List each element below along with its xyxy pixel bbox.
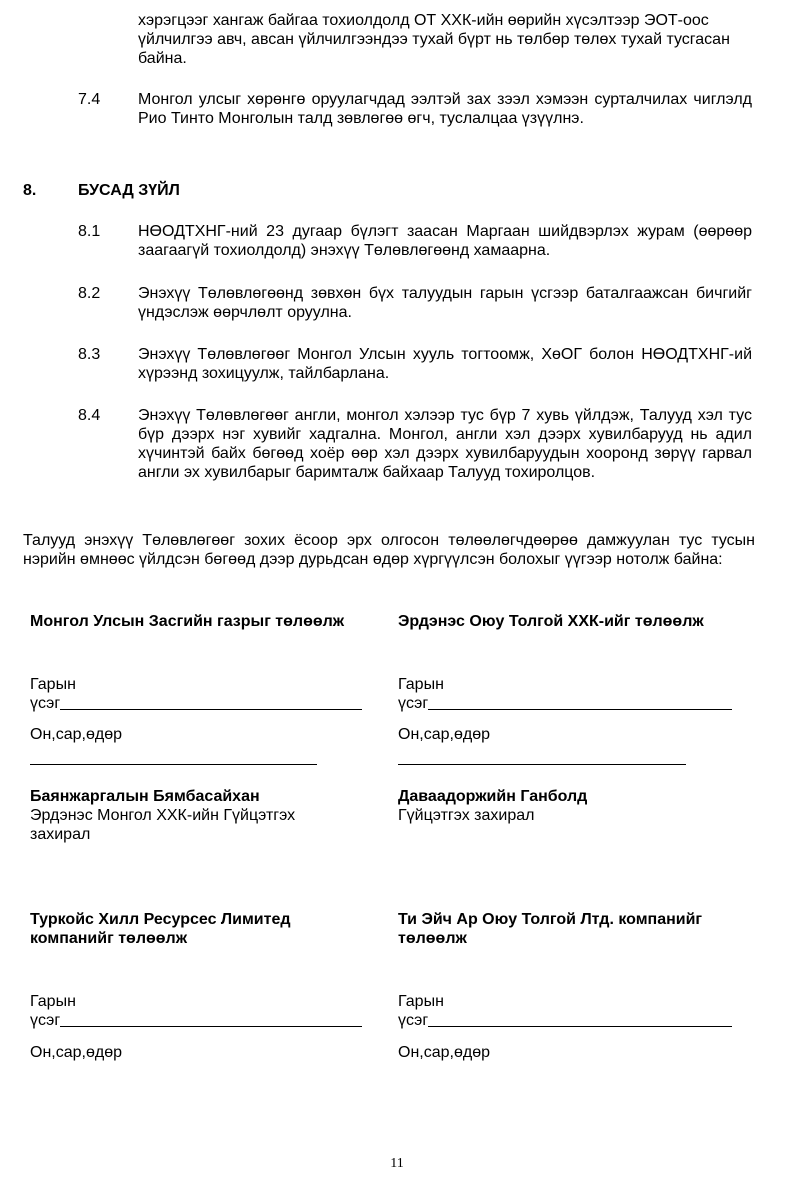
date-line [30,764,317,765]
date-label: Он,сар,өдөр [30,1044,122,1061]
signatory-left [30,787,390,844]
signature-block-thr-oyu-tolgoi [398,910,758,948]
clause-text: Энэхүү Төлөвлөгөөнд зөвхөн бүх талуудын гарын үсгээр баталгаажсан бичгийг үндэслэж өөрчлөлт оруулна. [138,285,752,321]
date-label: Он,сар,өдөр [398,726,490,743]
signature-label: Гарын [30,993,76,1010]
signature-line [60,709,362,710]
party-name: Монгол Улсын Засгийн газрыг төлөөлж [30,613,345,630]
signature-label: үсэг [30,695,61,712]
clause-text: Энэхүү Төлөвлөгөөг Монгол Улсын хууль тогтоомж, ХөОГ болон НӨОДТХНГ-ий хүрээнд зохицуулж, тайлбарлана. [138,346,752,382]
clause-number: 8.3 [78,346,101,363]
date-field [30,725,390,765]
signature-block-government [30,612,390,631]
clause-text: Энэхүү Төлөвлөгөөг англи, монгол хэлээр тус бүр 7 хувь үйлдэж, Талууд хэл тус бүр дээрх нэг хувийг хадгална. Монгол, англи хэл дээрх хувилбарууд нь адил хүчинтэй байх бөгөөд хоёр өөр хэл дээрх хувилбаруудын хооронд зөрүү гарвал англи эх хувилбарыг баримталж байхаар Талууд тохиролцов. [138,407,752,481]
date-field [30,1043,390,1062]
signature-label: Гарын [398,993,444,1010]
signatory-right [398,787,758,825]
signature-label: Гарын [398,676,444,693]
section-number: 8. [23,182,37,199]
party-name: Ти Эйч Ар Оюу Толгой Лтд. компанийг төлөөлж [398,911,703,947]
party-name: Эрдэнэс Оюу Толгой ХХК-ийг төлөөлж [398,613,704,630]
signature-label: Гарын [30,676,76,693]
signature-block-turquoise-hill [30,910,390,948]
date-field [398,1043,758,1062]
signature-line [428,1026,732,1027]
signature-label: үсэг [398,1012,429,1029]
clause-text: Монгол улсыг хөрөнгө оруулагчдад ээлтэй зах зээл хэмээн сурталчилах чиглэлд Рио Тинто Монголын талд зөвлөгөө өгч, туслалцаа үзүүлнэ. [138,91,752,127]
signature-field [30,675,390,713]
signature-label: үсэг [398,695,429,712]
signature-line [428,709,732,710]
signatory-name: Даваадоржийн Ганболд [398,788,588,805]
signatory-name: Баянжаргалын Бямбасайхан [30,788,260,805]
signatory-title: Эрдэнэс Монгол ХХК-ийн Гүйцэтгэх захирал [30,807,296,843]
signature-block-erdenes-ot [398,612,758,631]
signature-line [60,1026,362,1027]
clause-number: 8.1 [78,223,101,240]
signature-field [398,992,758,1030]
page-number: 11 [390,1156,404,1171]
closing-paragraph: Талууд энэхүү Төлөвлөгөөг зохих ёсоор эрх олгосон төлөөлөгчдөөрөө дамжуулан тус тусын нэрийн өмнөөс үйлдсэн бөгөөд дээр дурьдсан өдөр хүргүүлсэн болохыг үүгээр нотолж байна: [23,532,755,568]
section-title: БУСАД ЗҮЙЛ [78,182,180,199]
signature-label: үсэг [30,1012,61,1029]
clause-number: 8.4 [78,407,101,424]
signature-field [30,992,390,1030]
party-name: Туркойс Хилл Ресурсес Лимитед компанийг төлөөлж [30,911,291,947]
date-label: Он,сар,өдөр [30,726,122,743]
continued-paragraph: хэрэгцээг хангаж байгаа тохиолдолд ОТ ХХК-ийн өөрийн хүсэлтээр ЭОТ-оос үйлчилгээ авч, авсан үйлчилгээндээ тухай бүрт нь төлбөр төлөх тухай тусгасан байна. [138,12,730,67]
date-line [398,764,686,765]
date-label: Он,сар,өдөр [398,1044,490,1061]
date-field [398,725,758,765]
signatory-title: Гүйцэтгэх захирал [398,807,535,824]
clause-number: 8.2 [78,285,101,302]
signature-field [398,675,758,713]
clause-text: НӨОДТХНГ-ний 23 дугаар бүлэгт заасан Маргаан шийдвэрлэх журам (өөрөөр заагаагүй тохиолдолд) энэхүү Төлөвлөгөөнд хамаарна. [138,223,752,259]
clause-number: 7.4 [78,91,101,108]
